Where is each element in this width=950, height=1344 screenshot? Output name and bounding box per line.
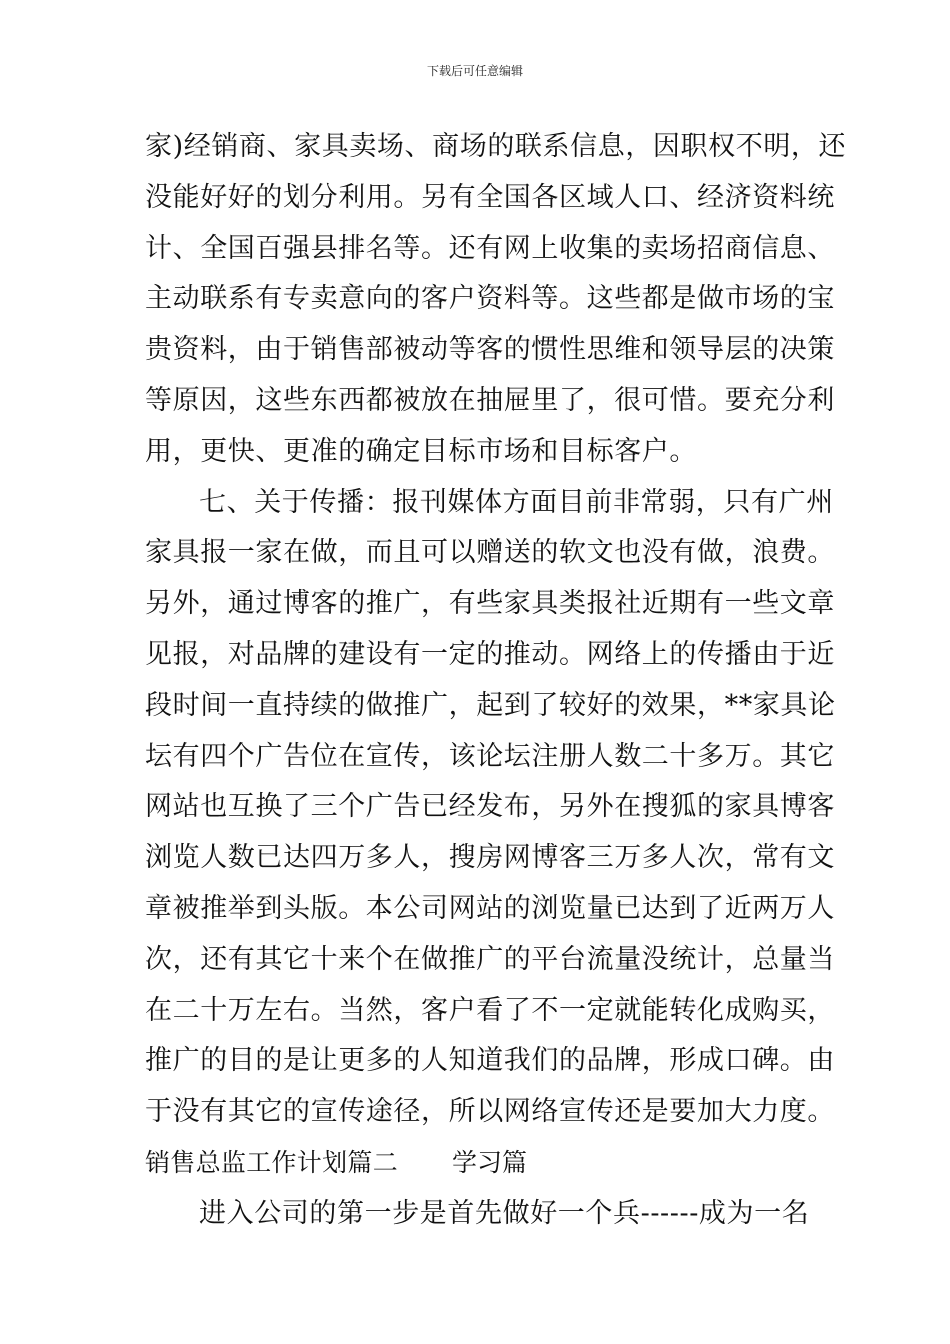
text-line: 用，更快、更准的确定目标市场和目标客户。 xyxy=(145,435,697,467)
document-body xyxy=(145,122,847,1240)
text-line: 没能好好的划分利用。另有全国各区域人口、经济资料统 xyxy=(145,181,835,213)
text-line: 等原因，这些东西都被放在抽屉里了，很可惜。要充分利 xyxy=(145,384,835,416)
page-header-note: 下载后可任意编辑 xyxy=(426,64,523,78)
text-line: 主动联系有专卖意向的客户资料等。这些都是做市场的宝 xyxy=(145,283,835,315)
text-line: 章被推举到头版。本公司网站的浏览量已达到了近两万人 xyxy=(145,892,835,924)
paragraph-closing xyxy=(145,1189,825,1240)
text-line: 于没有其它的宣传途径，所以网络宣传还是要加大力度。 xyxy=(145,1096,835,1128)
text-line: 在二十万左右。当然，客户看了不一定就能转化成购买， xyxy=(145,994,835,1026)
text-line: 贵资料，由于销售部被动等客的惯性思维和领导层的决策 xyxy=(145,334,835,366)
section-heading-title: 销售总监工作计划篇二 xyxy=(145,1147,399,1177)
paragraph-contacts xyxy=(145,122,847,478)
text-line: 计、全国百强县排名等。还有网上收集的卖场招商信息、 xyxy=(145,232,835,264)
text-line: 家)经销商、家具卖场、商场的联系信息，因职权不明，还 xyxy=(145,131,847,162)
text-line: 网站也互换了三个广告已经发布，另外在搜狐的家具博客 xyxy=(145,791,835,823)
text-line-first: 七、关于传播：报刊媒体方面目前非常弱，只有广州 xyxy=(199,486,834,518)
text-line: 坛有四个广告位在宣传，该论坛注册人数二十多万。其它 xyxy=(145,740,835,772)
text-line: 见报，对品牌的建设有一定的推动。网络上的传播由于近 xyxy=(145,638,835,670)
section-heading-subtitle: 学习篇 xyxy=(452,1147,528,1177)
text-line: 另外，通过博客的推广，有些家具类报社近期有一些文章 xyxy=(145,588,835,620)
text-line: 家具报一家在做，而且可以赠送的软文也没有做，浪费。 xyxy=(145,537,835,569)
text-line: 浏览人数已达四万多人，搜房网博客三万多人次，常有文 xyxy=(145,842,835,874)
text-line-first: 进入公司的第一步是首先做好一个兵------成为一名 xyxy=(199,1197,810,1229)
text-line: 次，还有其它十来个在做推广的平台流量没统计，总量当 xyxy=(145,943,835,975)
text-line: 段时间一直持续的做推广，起到了较好的效果，**家具论 xyxy=(145,689,836,721)
section-heading xyxy=(145,1138,825,1189)
paragraph-communication xyxy=(145,478,836,1138)
text-line: 推广的目的是让更多的人知道我们的品牌，形成口碑。由 xyxy=(145,1045,835,1077)
